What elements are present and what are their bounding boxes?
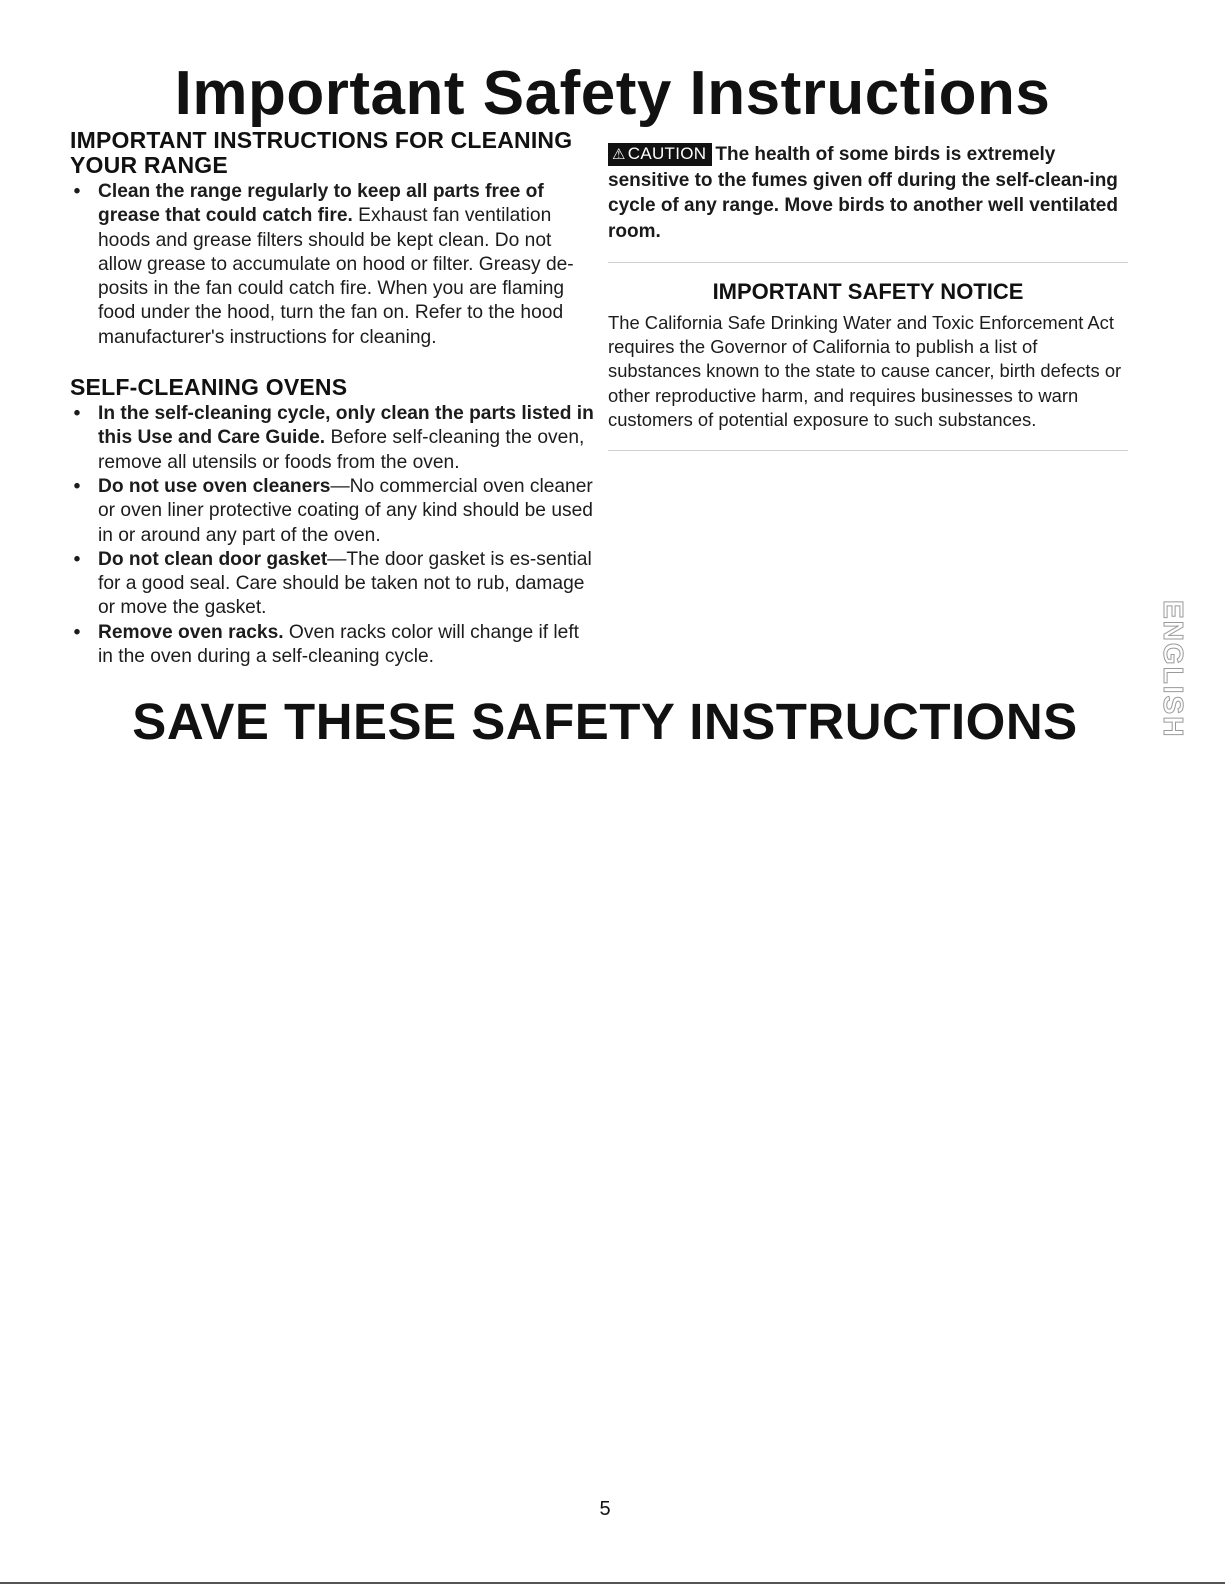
cleaning-list (70, 180, 595, 350)
self-cleaning-list (70, 402, 595, 669)
divider (608, 450, 1128, 451)
notice-body: The California Safe Drinking Water and Toxic Enforcement Act requires the Governor of California to publish a list of substances known to the state to cause cancer, birth defects or other reproductive harm, and requires businesses to warn customers of potential exposure to such substances. (608, 312, 1122, 430)
notice-heading: IMPORTANT SAFETY NOTICE (712, 279, 1024, 304)
right-column (608, 142, 1133, 451)
caution-text: The health of some birds is extremely sensitive to the fumes given off during the self-clean-ing cycle of any range. Move birds to another well ventilated room. (608, 144, 1118, 242)
list-item: • Remove oven racks. Oven racks color will change if left in the oven during a self-cleaning cycle. (73, 621, 579, 668)
save-instructions-title: SAVE THESE SAFETY INSTRUCTIONS (132, 693, 1078, 750)
caution-badge: ⚠ CAUTION (608, 143, 712, 166)
list-item: • Do not clean door gasket—The door gasket is es-sential for a good seal. Care should be taken not to rub, damage or move the gasket. (73, 548, 592, 619)
cleaning-heading: IMPORTANT INSTRUCTIONS FOR CLEANING YOUR RANGE (70, 127, 573, 178)
list-item: • Clean the range regularly to keep all parts free of grease that could catch fire. Exhaust fan ventilation hoods and grease filters should be kept clean. Do not allow grease to accumulate on hood or filter. Greasy de-posits in the fan could catch fire. When you are flaming food under the hood, turn the fan on. Refer to the hood manufacturer's instructions for cleaning. (73, 181, 574, 348)
language-tab: ENGLISH (1158, 600, 1189, 739)
page-title: Important Safety Instructions (174, 59, 1051, 128)
caution-notice (608, 142, 1133, 244)
self-cleaning-heading: SELF-CLEANING OVENS (70, 374, 348, 401)
list-item: • Do not use oven cleaners—No commercial oven cleaner or oven liner protective coating of any kind should be used in or around any part of the oven. (73, 475, 593, 546)
bottom-border (0, 1582, 1225, 1584)
divider (608, 262, 1128, 263)
left-column (70, 128, 595, 669)
page-number: 5 (599, 1498, 611, 1520)
list-item: • In the self-cleaning cycle, only clean the parts listed in this Use and Care Guide. Before self-cleaning the oven, remove all utensils or foods from the oven. (73, 403, 594, 473)
warning-triangle-icon: ⚠ (612, 146, 626, 163)
